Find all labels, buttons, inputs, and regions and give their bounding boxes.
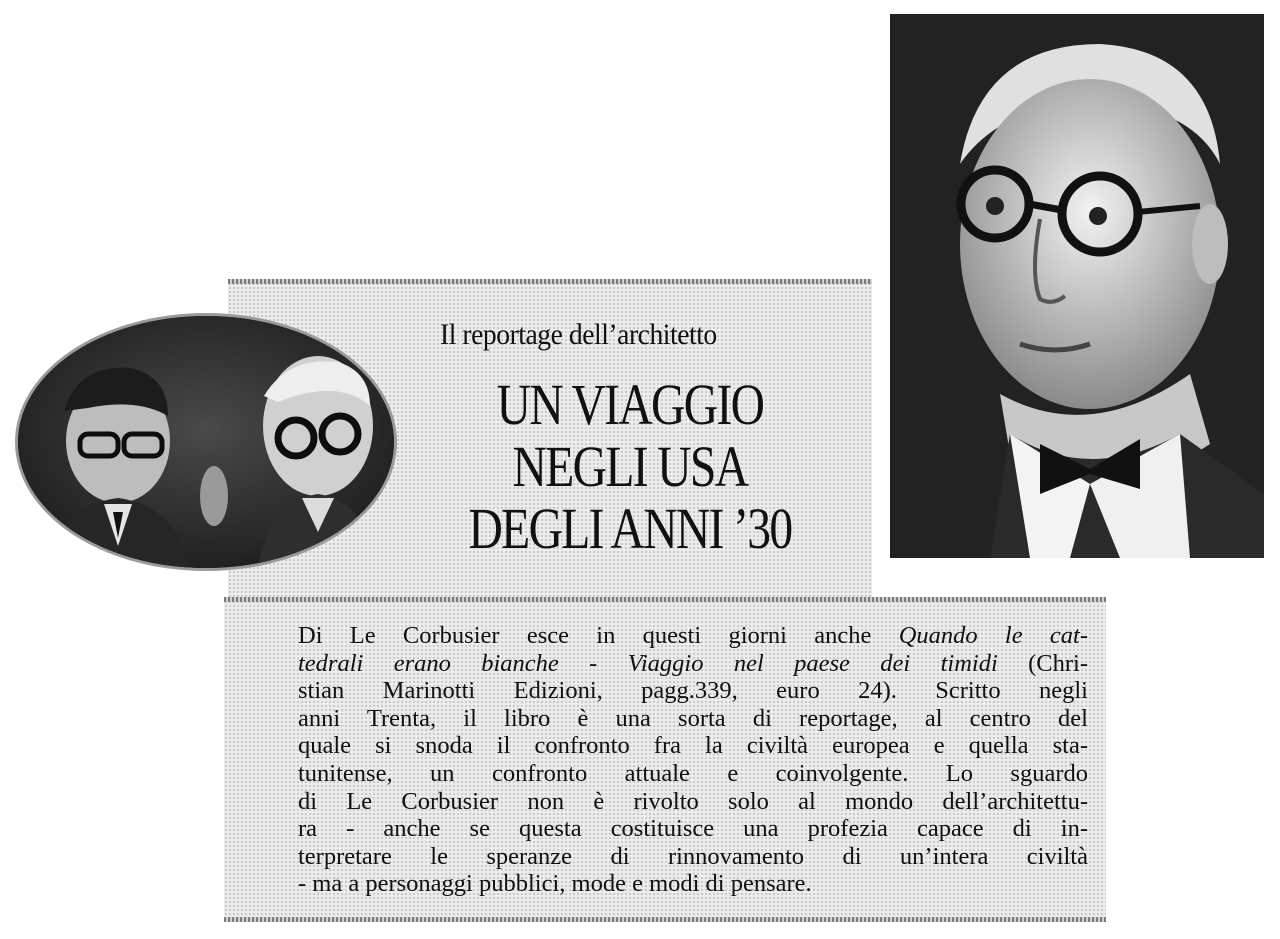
article-kicker: Il reportage dell’architetto [440, 318, 717, 351]
middle-rule [224, 597, 1106, 602]
headline-line-2: NEGLI USA [512, 434, 748, 499]
body-line [298, 760, 1088, 788]
body-text-segment: tunitense, un confronto attuale e coinvolgente. Lo sguardo [298, 759, 1088, 787]
body-line [298, 870, 1088, 898]
portrait-photo [890, 14, 1264, 558]
body-text-segment: (Chri- [1028, 649, 1089, 677]
body-line [298, 650, 1088, 678]
bottom-rule [224, 917, 1106, 922]
body-text-segment: Di Le Corbusier esce in questi giorni anche [298, 622, 899, 649]
body-line [298, 677, 1088, 705]
book-title-text: tedrali erano bianche - Viaggio nel paese dei timidi [298, 649, 998, 677]
headline-line-1: UN VIAGGIO [496, 372, 764, 437]
body-line [298, 788, 1088, 816]
body-line [298, 815, 1088, 843]
body-text-segment: - ma a personaggi pubblici, mode e modi di pensare. [298, 870, 812, 898]
body-line [298, 622, 1088, 650]
body-text-segment: quale si snoda il confronto fra la civiltà europea e quella sta- [298, 732, 1088, 760]
top-rule [228, 279, 872, 284]
body-line [298, 705, 1088, 733]
body-text-segment: ra - anche se questa costituisce una profezia capace di in- [298, 815, 1088, 843]
article-body [298, 622, 1088, 898]
two-men-photo [18, 316, 394, 568]
body-text-segment: stian Marinotti Edizioni, pagg.339, euro 24). Scritto negli [298, 677, 1088, 705]
book-title-text: Quando le cat- [898, 622, 1088, 649]
body-text-segment: terpretare le speranze di rinnovamento di un’intera civiltà [298, 842, 1088, 870]
headline-line-3: DEGLI ANNI ’30 [468, 496, 792, 561]
body-line [298, 732, 1088, 760]
body-text-segment: di Le Corbusier non è rivolto solo al mondo dell’architettu- [298, 787, 1088, 815]
body-text-segment: anni Trenta, il libro è una sorta di reportage, al centro del [298, 704, 1088, 732]
body-line [298, 843, 1088, 871]
